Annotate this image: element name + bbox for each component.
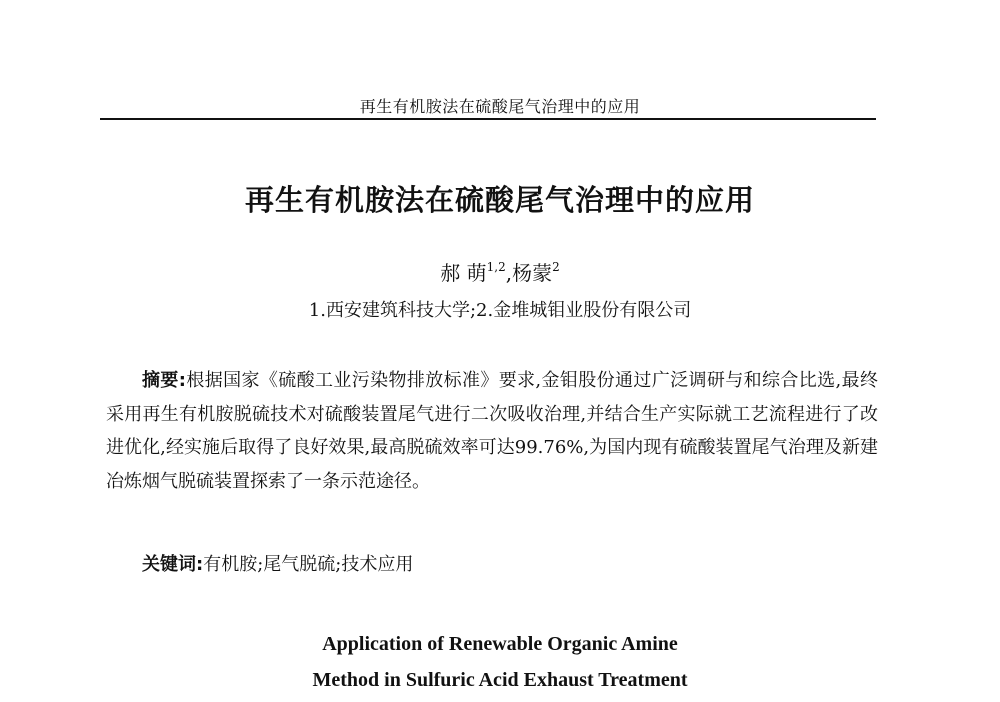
title-en-line-2: Method in Sulfuric Acid Exhaust Treatment — [312, 669, 688, 691]
title-en-line-1: Application of Renewable Organic Amine — [322, 633, 678, 655]
author-2-name: 杨蒙 — [512, 261, 553, 285]
keywords-text: 有机胺;尾气脱硫;技术应用 — [203, 554, 414, 575]
author-separator: , — [505, 261, 513, 285]
keywords-line — [142, 550, 413, 576]
affiliations: 1.西安建筑科技大学;2.金堆城钼业股份有限公司 — [308, 300, 692, 321]
abstract-paragraph — [106, 364, 878, 498]
running-header: 再生有机胺法在硫酸尾气治理中的应用 — [359, 97, 641, 116]
abstract-label: 摘要: — [142, 370, 186, 391]
paper-title-en — [0, 626, 1000, 698]
author-2-affil-mark: 2 — [552, 260, 560, 274]
author-1-affil-mark: 1,2 — [486, 260, 506, 274]
paper-title-cn: 再生有机胺法在硫酸尾气治理中的应用 — [244, 183, 755, 217]
abstract-text: 根据国家《硫酸工业污染物排放标准》要求,金钼股份通过广泛调研与和综合比选,最终采用再生有机胺脱硫技术对硫酸装置尾气进行二次吸收治理,并结合生产实际就工艺流程进行了改进优化,经实施后取得了良好效果,最高脱硫效率可达99.76%,为国内现有硫酸装置尾气治理及新建冶炼烟气脱硫装置探索了一条示范途径。 — [106, 370, 878, 492]
header-rule — [100, 118, 876, 120]
author-1-name: 郝 萌 — [440, 261, 487, 285]
authors-line — [0, 257, 1000, 286]
keywords-label: 关键词: — [142, 554, 204, 575]
